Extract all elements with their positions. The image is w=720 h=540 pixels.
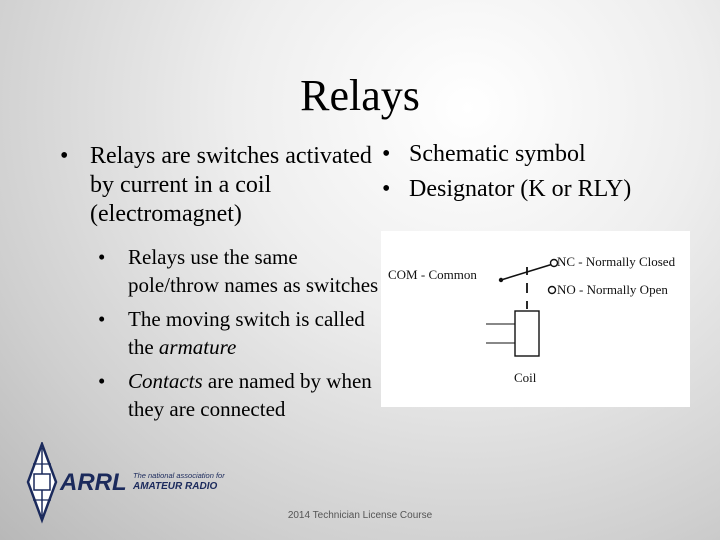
- bullet-text: Schematic symbol: [409, 141, 586, 167]
- sub-bullet-contacts: [98, 367, 380, 423]
- slide-title: Relays: [300, 71, 420, 120]
- bullet-schematic-symbol: [382, 140, 712, 169]
- com-pivot: [499, 278, 503, 282]
- bullet-dot: •: [382, 176, 391, 202]
- arrl-wordmark: ARRL: [60, 469, 127, 496]
- bullet-dot: •: [98, 369, 106, 393]
- sub-bullet-list: [60, 243, 380, 423]
- sub-bullet-armature: [98, 305, 380, 361]
- bullet-text: Designator (K or RLY): [409, 176, 632, 202]
- sub-bullet-text: Relays use the same pole/throw names as switches: [128, 245, 379, 297]
- bullet-text: Relays are switches activated by current in a coil (electromagnet): [90, 143, 372, 227]
- arrl-tagline-2: AMATEUR RADIO: [133, 481, 218, 492]
- nc-label: NC - Normally Closed: [557, 254, 676, 269]
- arrl-diamond-emblem: [28, 444, 56, 520]
- bullet-designator: [382, 175, 712, 204]
- com-label: COM - Common: [388, 267, 477, 282]
- bullet-dot: •: [98, 307, 106, 331]
- relay-schematic-drawing: [381, 231, 690, 407]
- relay-schematic: [381, 231, 690, 407]
- coil-box: [515, 311, 539, 356]
- sub-bullet-text: The moving switch is called the: [128, 307, 365, 359]
- coil-label: Coil: [514, 370, 537, 385]
- contacts-term: Contacts: [128, 369, 203, 393]
- arrl-tagline-1: The national association for: [133, 471, 225, 480]
- bullet-relays-are-switches: [60, 142, 380, 229]
- bullet-dot: •: [98, 245, 106, 269]
- left-bullet-column: [60, 142, 380, 429]
- no-label: NO - Normally Open: [557, 282, 668, 297]
- bullet-dot: •: [382, 141, 391, 167]
- bullet-dot: •: [60, 143, 69, 169]
- no-contact-terminal: [549, 287, 556, 294]
- sub-bullet-text: are named by when they are connected: [128, 369, 372, 421]
- slide-footer: 2014 Technician License Course: [287, 510, 433, 521]
- right-bullet-column: [382, 140, 712, 210]
- armature-term: armature: [158, 335, 237, 359]
- sub-bullet-pole-throw: [98, 243, 380, 299]
